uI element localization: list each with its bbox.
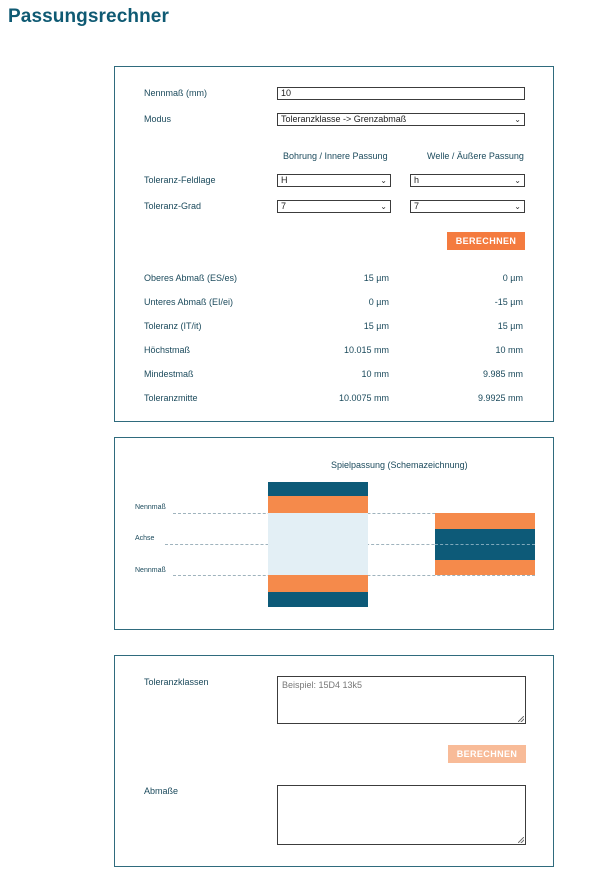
bore-tolerance-top [268, 496, 368, 513]
feldlage-welle-value: h [414, 175, 420, 185]
result-label: Toleranz (IT/it) [144, 321, 202, 331]
result-welle: 10 mm [495, 345, 523, 355]
modus-label: Modus [144, 114, 172, 124]
result-welle: 9.985 mm [482, 369, 523, 379]
toleranzklassen-placeholder: Beispiel: 15D4 13k5 [282, 680, 363, 690]
abmasse-textarea[interactable] [277, 785, 526, 845]
resize-handle-icon[interactable] [518, 837, 524, 843]
nennmass-label: Nennmaß (mm) [144, 88, 208, 98]
result-bohrung: 0 µm [368, 297, 389, 307]
result-label: Oberes Abmaß (ES/es) [144, 273, 238, 283]
berechnen-button[interactable]: BERECHNEN [447, 232, 525, 250]
bore-clearance [268, 513, 368, 575]
shaft-axis-line [435, 544, 535, 545]
diagram-title: Spielpassung (Schemazeichnung) [331, 460, 468, 470]
bore-outer-top [268, 482, 368, 496]
bore-tolerance-bottom [268, 575, 368, 592]
grad-bohrung-value: 7 [281, 201, 287, 211]
bulk-panel [114, 655, 554, 867]
result-label: Toleranzmitte [144, 393, 198, 403]
result-bohrung: 10.015 mm [343, 345, 389, 355]
result-label: Unteres Abmaß (EI/ei) [144, 297, 234, 307]
chevron-down-icon: ⌄ [514, 202, 521, 211]
toleranzklassen-textarea[interactable] [277, 676, 526, 724]
feldlage-label: Toleranz-Feldlage [144, 175, 216, 185]
result-welle: 0 µm [502, 273, 523, 283]
column-header-bohrung: Bohrung / Innere Passung [283, 151, 388, 161]
modus-select-value: Toleranzklasse -> Grenzabmaß [281, 114, 407, 124]
feldlage-bohrung-select[interactable] [277, 174, 391, 187]
result-bohrung: 10 mm [361, 369, 389, 379]
shaft-tolerance-top [435, 513, 535, 529]
modus-select[interactable] [277, 113, 525, 126]
shaft-tolerance-bottom [435, 560, 535, 575]
result-welle: 15 µm [497, 321, 523, 331]
nennmass-input[interactable]: 10 [277, 87, 525, 100]
chevron-down-icon: ⌄ [514, 176, 521, 185]
result-label: Mindestmaß [144, 369, 194, 379]
berechnen-bulk-button[interactable]: BERECHNEN [448, 745, 526, 763]
resize-handle-icon[interactable] [518, 716, 524, 722]
toleranzklassen-label: Toleranzklassen [144, 677, 209, 687]
chevron-down-icon: ⌄ [380, 176, 387, 185]
diagram-panel [114, 437, 554, 630]
feldlage-welle-select[interactable] [410, 174, 525, 187]
feldlage-bohrung-value: H [281, 175, 288, 185]
result-bohrung: 15 µm [363, 273, 389, 283]
result-welle: -15 µm [494, 297, 523, 307]
abmasse-label: Abmaße [144, 786, 179, 796]
grad-welle-value: 7 [414, 201, 420, 211]
result-bohrung: 15 µm [363, 321, 389, 331]
chevron-down-icon: ⌄ [380, 202, 387, 211]
grad-welle-select[interactable] [410, 200, 525, 213]
nennmass-top-label: Nennmaß [135, 504, 166, 511]
result-welle: 9.9925 mm [477, 393, 523, 403]
axis-label: Achse [135, 535, 155, 542]
calculator-panel [114, 66, 554, 422]
result-label: Höchstmaß [144, 345, 191, 355]
grad-label: Toleranz-Grad [144, 201, 202, 211]
column-header-welle: Welle / Äußere Passung [427, 151, 524, 161]
page-title: Passungsrechner [8, 6, 169, 27]
chevron-down-icon: ⌄ [514, 115, 521, 124]
grad-bohrung-select[interactable] [277, 200, 391, 213]
result-bohrung: 10.0075 mm [338, 393, 389, 403]
bore-outer-bottom [268, 592, 368, 607]
nennmass-bottom-label: Nennmaß [135, 567, 166, 574]
